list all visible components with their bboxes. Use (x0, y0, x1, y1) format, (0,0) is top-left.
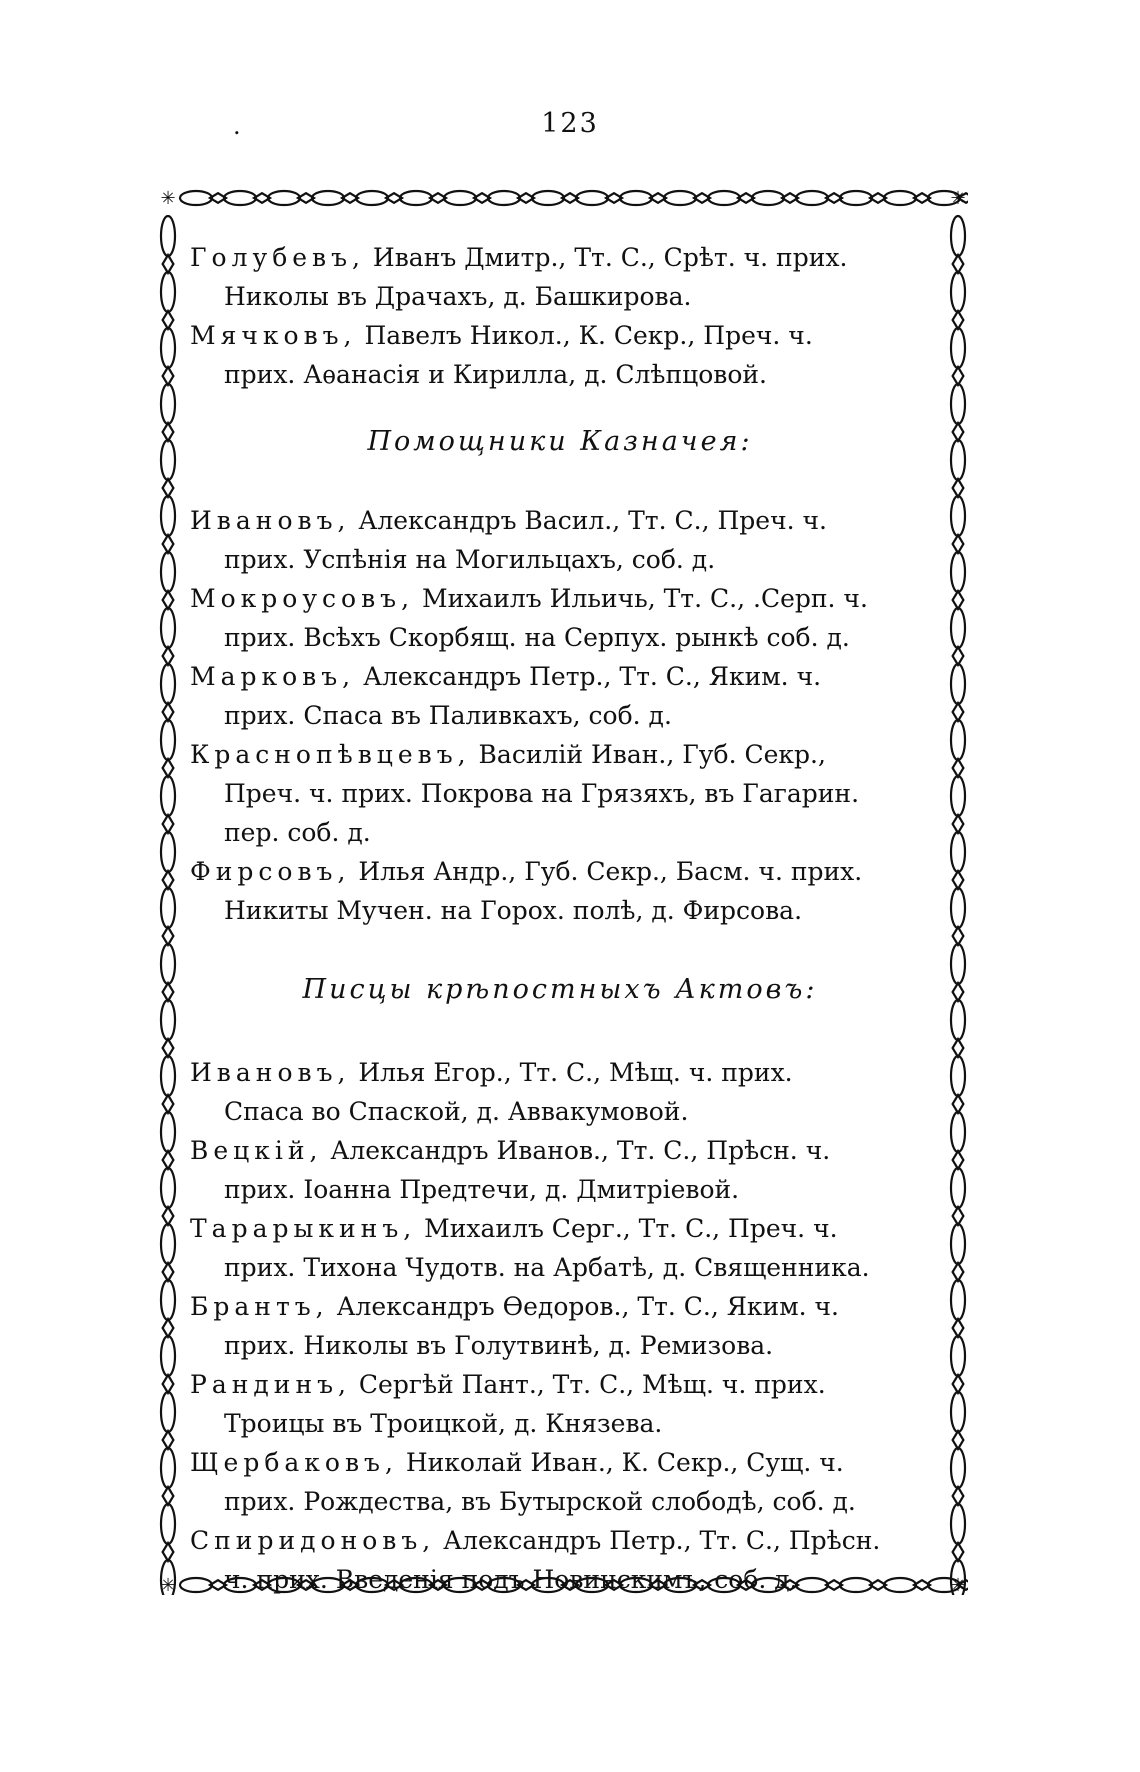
ornament-diamond (953, 479, 964, 497)
ornament-link (161, 1280, 175, 1320)
ornament-link (161, 552, 175, 592)
section-intro (190, 238, 930, 394)
ornament-link (356, 191, 388, 205)
entry-address: прих. Успѣнія на Могильцахъ, соб. д. (224, 545, 716, 574)
entry-address: прих. Всѣхъ Скорбящ. на Серпух. рынкѣ соб. д. (224, 623, 850, 652)
ornament-diamond (163, 703, 174, 721)
entry-details: Илья Егор., Тт. С., Мѣщ. ч. прих. (350, 1058, 793, 1087)
list-item (190, 1287, 930, 1365)
ornament-diamond (163, 871, 174, 889)
ornament-link (161, 1336, 175, 1376)
ornament-diamond (163, 759, 174, 777)
ornament-diamond (163, 367, 174, 385)
ornament-link (951, 272, 965, 312)
ornament-link (161, 608, 175, 648)
entry-surname: Марковъ, (190, 662, 356, 691)
ornament-link (161, 272, 175, 312)
ornament-diamond (953, 1375, 964, 1393)
ornament-diamond (163, 1151, 174, 1169)
ornament-diamond (163, 1431, 174, 1449)
entry-address: Никиты Мучен. на Горох. полѣ, д. Фирсова. (224, 896, 803, 925)
section-heading: Писцы крѣпостныхъ Актовъ: (302, 974, 818, 1005)
ornament-link (620, 191, 652, 205)
entry-surname: Рандинъ, (190, 1370, 351, 1399)
ornament-diamond (163, 1207, 174, 1225)
ornament-link (161, 888, 175, 928)
ornament-link (161, 216, 175, 256)
ornament-link (951, 384, 965, 424)
page-dot: . (233, 112, 241, 140)
ornament-diamond (163, 1095, 174, 1113)
ornament-diamond (953, 1263, 964, 1281)
ornament-diamond (163, 1039, 174, 1057)
list-item (190, 579, 930, 657)
entry-surname: Мячковъ, (190, 321, 357, 350)
ornament-link (161, 944, 175, 984)
entry-details: Александръ Иванов., Тт. С., Прѣсн. ч. (322, 1136, 831, 1165)
ornament-diamond (163, 479, 174, 497)
corner-star-icon: ✳ (950, 188, 966, 209)
entry-address: ч. прих. Введенія подъ Новинскимъ, соб. д. (224, 1565, 798, 1594)
entry-details: Михаилъ Ильичь, Тт. С., .Серп. ч. (414, 584, 868, 613)
ornament-link (161, 1056, 175, 1096)
entry-address: прих. Рождества, въ Бутырской слободѣ, соб. д. (224, 1487, 856, 1516)
ornament-link (268, 191, 300, 205)
ornament-link (951, 216, 965, 256)
ornament-diamond (163, 815, 174, 833)
ornament-diamond (163, 1319, 174, 1337)
ornament-link (951, 944, 965, 984)
ornament-link (161, 832, 175, 872)
ornament-diamond (953, 423, 964, 441)
entry-address: Троицы въ Троицкой, д. Князева. (224, 1409, 663, 1438)
ornament-diamond (163, 1375, 174, 1393)
list-item (190, 1365, 930, 1443)
entry-surname: Щербаковъ, (190, 1448, 398, 1477)
ornament-link (951, 664, 965, 704)
ornament-link (180, 191, 212, 205)
ornament-link (532, 191, 564, 205)
ornament-link (951, 1392, 965, 1432)
ornament-diamond (953, 311, 964, 329)
ornament-link (951, 440, 965, 480)
list-item (190, 1443, 930, 1521)
entry-surname: Спиридоновъ, (190, 1526, 436, 1555)
entry-details: Иванъ Дмитр., Тт. С., Срѣт. ч. прих. (364, 243, 848, 272)
ornament-diamond (953, 759, 964, 777)
ornament-diamond (953, 703, 964, 721)
ornament-link (951, 1448, 965, 1488)
ornament-link (951, 832, 965, 872)
ornament-diamond (163, 1487, 174, 1505)
list-item (190, 238, 930, 316)
entry-details: Илья Андр., Губ. Секр., Басм. ч. прих. (350, 857, 863, 886)
ornament-diamond (953, 1207, 964, 1225)
ornament-diamond (953, 1487, 964, 1505)
ornament-link (951, 888, 965, 928)
page-content (190, 238, 930, 1599)
list-item (190, 1131, 930, 1209)
ornament-link (951, 328, 965, 368)
corner-star-icon: ✳ (160, 188, 176, 209)
ornament-diamond (163, 927, 174, 945)
entry-details: Александръ Петр., Тт. С., Прѣсн. (435, 1526, 881, 1555)
ornament-link (161, 1168, 175, 1208)
ornament-diamond (953, 1039, 964, 1057)
ornament-link (951, 496, 965, 536)
ornament-diamond (163, 535, 174, 553)
entry-address-cont: пер. соб. д. (224, 818, 371, 847)
ornament-diamond (953, 1095, 964, 1113)
ornament-link (576, 191, 608, 205)
ornament-diamond (163, 423, 174, 441)
entry-details: Михаилъ Серг., Тт. С., Преч. ч. (416, 1214, 838, 1243)
ornament-link (951, 1280, 965, 1320)
ornament-link (664, 191, 696, 205)
ornament-link (840, 191, 872, 205)
entry-surname: Голубевъ, (190, 243, 365, 272)
ornament-link (951, 552, 965, 592)
entry-details: Николай Иван., К. Секр., Сущ. ч. (397, 1448, 844, 1477)
list-item (190, 1209, 930, 1287)
entry-surname: Тарарыкинъ, (190, 1214, 417, 1243)
ornament-link (884, 191, 916, 205)
ornament-link (951, 1504, 965, 1544)
ornament-link (161, 1112, 175, 1152)
ornament-diamond (163, 1263, 174, 1281)
ornament-link (161, 1224, 175, 1264)
page-number: 123 (541, 108, 599, 139)
entry-address: прих. Іоанна Предтечи, д. Дмитріевой. (224, 1175, 740, 1204)
ornament-link (951, 1112, 965, 1152)
list-item (190, 735, 930, 852)
ornament-link (161, 664, 175, 704)
ornament-diamond (953, 1431, 964, 1449)
entry-details: Василій Иван., Губ. Секр., (470, 740, 826, 769)
corner-star-icon: ✳ (160, 1575, 176, 1595)
entry-details: Александръ Петр., Тт. С., Яким. ч. (355, 662, 822, 691)
ornament-link (444, 191, 476, 205)
entry-address: Спаса во Спаской, д. Аввакумовой. (224, 1097, 689, 1126)
entry-address: прих. Николы въ Голутвинѣ, д. Ремизова. (224, 1331, 774, 1360)
entry-address: прих. Спаса въ Паливкахъ, соб. д. (224, 701, 672, 730)
ornament-link (951, 1168, 965, 1208)
ornament-diamond (953, 927, 964, 945)
ornament-link (400, 191, 432, 205)
corner-star-icon: ✳ (950, 1575, 966, 1595)
ornament-diamond (953, 647, 964, 665)
ornament-link (161, 1504, 175, 1544)
entry-surname: Брантъ, (190, 1292, 329, 1321)
ornament-diamond (953, 871, 964, 889)
ornament-diamond (163, 983, 174, 1001)
entry-surname: Краснопѣвцевъ, (190, 740, 471, 769)
ornament-diamond (953, 1543, 964, 1561)
entry-details: Александръ Ѳедоров., Тт. С., Яким. ч. (328, 1292, 840, 1321)
list-item (190, 501, 930, 579)
section-heading: Помощники Казначея: (367, 426, 753, 457)
list-item (190, 1521, 930, 1599)
ornament-link (161, 720, 175, 760)
entry-address: Николы въ Драчахъ, д. Башкирова. (224, 282, 692, 311)
ornament-link (224, 191, 256, 205)
ornament-link (752, 191, 784, 205)
section-scribes (190, 1053, 930, 1599)
section-assistants (190, 501, 930, 930)
entry-surname: Ивановъ, (190, 506, 351, 535)
list-item (190, 852, 930, 930)
ornament-diamond (953, 1151, 964, 1169)
ornament-link (161, 496, 175, 536)
ornament-diamond (953, 535, 964, 553)
ornament-link (951, 608, 965, 648)
ornament-diamond (953, 983, 964, 1001)
ornament-link (161, 440, 175, 480)
ornament-diamond (163, 591, 174, 609)
ornament-link (161, 1448, 175, 1488)
list-item (190, 316, 930, 394)
ornament-link (951, 720, 965, 760)
ornament-diamond (163, 1543, 174, 1561)
ornament-diamond (953, 815, 964, 833)
ornament-link (161, 384, 175, 424)
ornament-diamond (163, 647, 174, 665)
entry-details: Александръ Васил., Тт. С., Преч. ч. (350, 506, 827, 535)
ornament-link (951, 1000, 965, 1040)
list-item (190, 1053, 930, 1131)
ornament-link (161, 328, 175, 368)
ornament-link (708, 191, 740, 205)
entry-address: Преч. ч. прих. Покрова на Грязяхъ, въ Гагарин. (224, 779, 860, 808)
ornament-link (161, 1000, 175, 1040)
entry-surname: Вецкій, (190, 1136, 323, 1165)
ornament-diamond (163, 255, 174, 273)
ornament-link (161, 776, 175, 816)
ornament-link (312, 191, 344, 205)
entry-details: Павелъ Никол., К. Секр., Преч. ч. (356, 321, 813, 350)
ornament-diamond (163, 311, 174, 329)
ornament-link (488, 191, 520, 205)
ornament-link (951, 1224, 965, 1264)
entry-surname: Фирсовъ, (190, 857, 351, 886)
entry-details: Сергѣй Пант., Тт. С., Мѣщ. ч. прих. (350, 1370, 826, 1399)
ornament-diamond (953, 255, 964, 273)
entry-address: прих. Аѳанасія и Кирилла, д. Слѣпцовой. (224, 360, 767, 389)
ornament-diamond (953, 591, 964, 609)
ornament-link (951, 1336, 965, 1376)
ornament-link (161, 1392, 175, 1432)
entry-surname: Мокроусовъ, (190, 584, 415, 613)
ornament-link (796, 191, 828, 205)
list-item (190, 657, 930, 735)
ornament-diamond (953, 1319, 964, 1337)
ornament-diamond (953, 367, 964, 385)
ornament-link (951, 1056, 965, 1096)
entry-address: прих. Тихона Чудотв. на Арбатѣ, д. Священника. (224, 1253, 870, 1282)
entry-surname: Ивановъ, (190, 1058, 351, 1087)
ornament-link (951, 776, 965, 816)
